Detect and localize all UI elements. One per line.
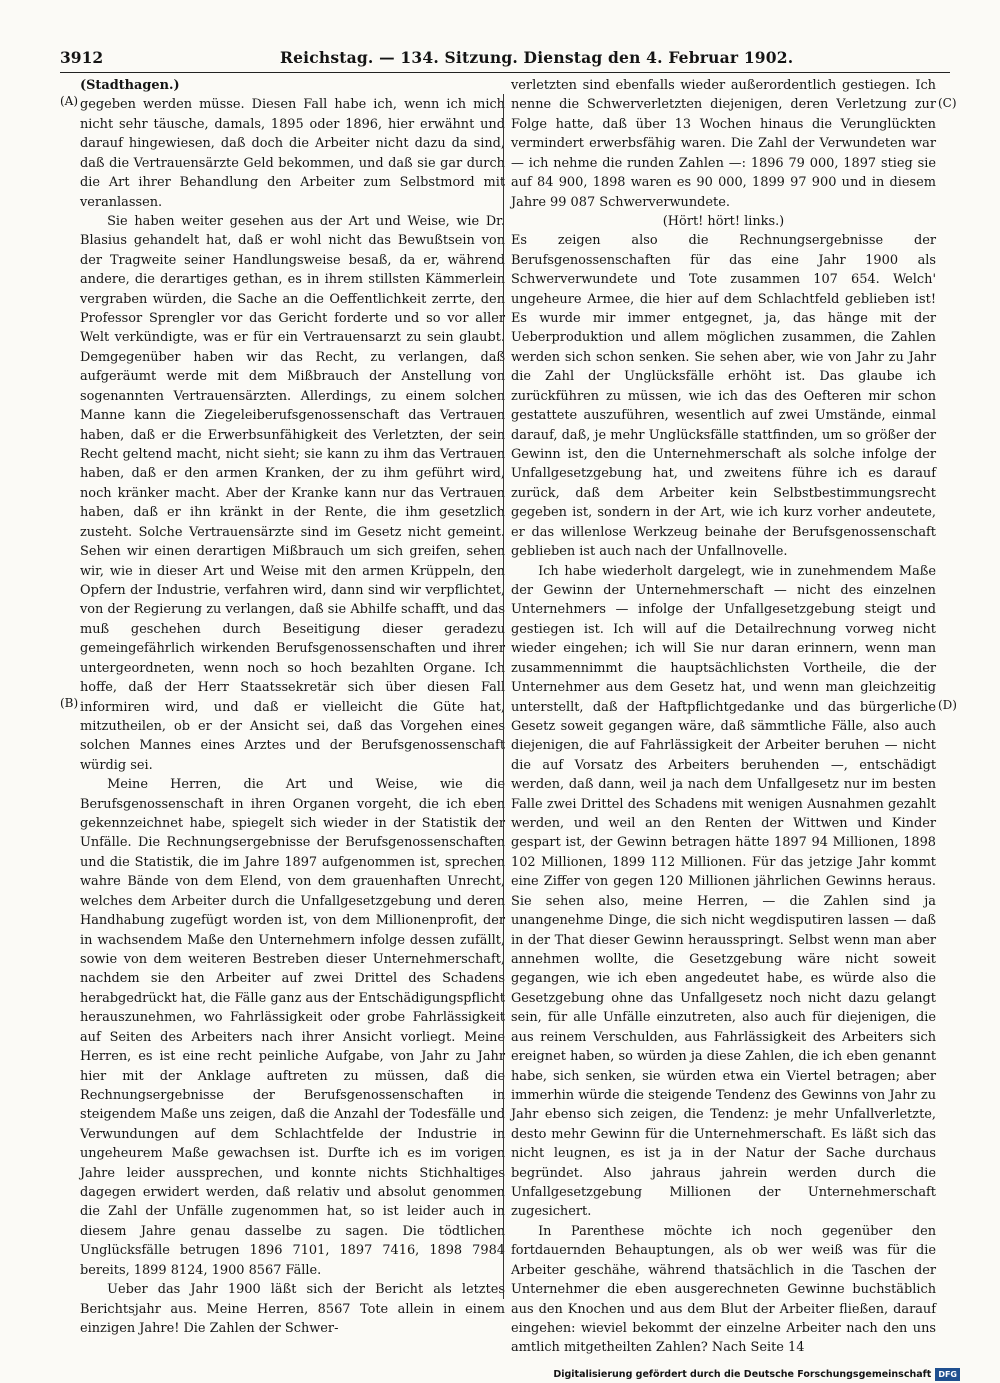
- left-paragraph-3: Meine Herren, die Art und Weise, wie die Berufsgenossenschaft in ihren Organen vorgeht, die ich eben gekennzeichnet habe, spiegelt sich wieder in der Statistik der Unfälle. Die Rechnungsergebnisse der Berufsgenossenschaften und die Statistik, die im Jahre 1897 aufgenommen ist, sprechen wahre Bände von dem Elend, von dem grauenhaften Unrecht, welches dem Arbeiter durch die Unfallgesetzgebung und deren Handhabung zugefügt worden ist, von dem Millionenprofit, der in wachsendem Maße den Unternehmern infolge dessen zufällt, sowie von dem weiteren Bestreben dieser Unternehmerschaft, nachdem sie den Arbeiter auf zwei Drittel des Schadens herabgedrückt hat, die Fälle ganz aus der Entschädigungspflicht herauszunehmen, wo Fahrlässigkeit oder grobe Fahrlässigkeit auf Seiten des Arbeiters nach ihrer Ansicht vorliegt. Meine Herren, es ist eine recht peinliche Aufgabe, von Jahr zu Jahr hier mit der Anklage auftreten zu müssen, daß die Rechnungsergebnisse der Berufsgenossenschaften in steigendem Maße uns zeigen, daß die Anzahl der Todesfälle und Verwundungen auf dem Schlachtfelde der Industrie in ungeheurem Maße gewachsen ist. Durfte ich es im vorigen Jahre leider aussprechen, und konnte nichts Stichhaltiges dagegen erwidert werden, daß relativ und absolut genommen die Zahl der Unfälle zugenommen hat, so ist leider auch in diesem Jahre genau dasselbe zu sagen. Die tödtlichen Unglücksfälle betrugen 1896 7101, 1897 7416, 1898 7984 bereits, 1899 8124, 1900 8567 Fälle.: [80, 777, 505, 1278]
- right-paragraph-1: verletzten sind ebenfalls wieder außerordentlich gestiegen. Ich nenne die Schwerverletzten diejenigen, deren Verletzung zur Folge hatte, daß über 13 Wochen hinaus die Verunglückten vermindert erwerbsfähig waren. Die Zahl der Verwundeten war — ich nehme die runden Zahlen —: 1896 79 000, 1897 stieg sie auf 84 900, 1898 waren es 90 000, 1899 97 900 und in diesem Jahre 99 087 Schwerverwundete.: [511, 78, 936, 210]
- running-title: Reichstag. — 134. Sitzung. Dienstag den 4. Februar 1902.: [280, 48, 794, 67]
- right-paragraph-4: In Parenthese möchte ich noch gegenüber den fortdauernden Behauptungen, als ob wer weiß was für die Arbeiter geschähe, während thatsächlich in die Taschen der Unternehmer die eben ausgerechneten Gewinne buchstäblich aus den Knochen und aus dem Blut der Arbeiter fließen, darauf eingehen: wieviel bekommt der einzelne Arbeiter nach den uns amtlich mitgetheilten Zahlen? Nach Seite 14: [511, 1223, 936, 1356]
- footer-text: Digitalisierung gefördert durch die Deutsche Forschungsgemeinschaft: [553, 1368, 932, 1380]
- left-paragraph-2: Sie haben weiter gesehen aus der Art und Weise, wie Dr. Blasius gehandelt hat, daß er wohl nicht das Bewußtsein von der Tragweite seiner Handlungsweise besaß, da er, während andere, die derartiges gethan, es in ihrem stillsten Kämmerlein vergraben würden, die Sache an die Oeffentlichkeit zerrte, den Professor Sprengler vor das Gericht forderte und so vor aller Welt verkündigte, was er für ein Vertrauensarzt zu sein glaubt. Demgegenüber haben wir das Recht, zu verlangen, daß aufgeräumt werde mit dem Mißbrauch der Anstellung von sogenannten Vertrauensärzten. Allerdings, zu einem solchen Manne kann die Ziegeleiberufsgenossenschaft das Vertrauen haben, daß er die Erwerbsunfähigkeit des Verletzten, der sein Recht geltend macht, nicht sieht; sie kann zu ihm das Vertrauen haben, daß er den armen Kranken, der zu ihm geführt wird, noch kränker macht. Aber der Kranke kann nur das Vertrauen haben, daß er ihn kränkt in der Rente, die ihm gesetzlich zusteht. Solche Vertrauensärzte sind im Gesetz nicht gemeint. Sehen wir einen derartigen Mißbrauch um sich greifen, sehen wir, wie in dieser Art und Weise mit den armen Krüppeln, den Opfern der Industrie, verfahren wird, dann sind wir verpflichtet, von der Regierung zu verlangen, daß sie Abhilfe schafft, und das muß geschehen durch Beseitigung dieser geradezu gemeingefährlich wirkenden Berufsgenossenschaften und ihrer untergeordneten, wenn noch so hoch bezahlten Organe. Ich hoffe, daß der Herr Staatssekretär sich über diesen Fall informiren wird, und daß er vielleicht die Güte hat, mitzutheilen, ob er der Ansicht sei, daß das Vorgehen eines solchen Mannes eines Arztes und der Berufsgenossenschaft würdig sei.: [80, 213, 505, 773]
- page-number: 3912: [60, 48, 104, 67]
- left-paragraph-1: gegeben werden müsse. Diesen Fall habe ich, wenn ich mich nicht sehr täusche, damals, 1895 oder 1896, hier erwähnt und darauf hingewiesen, daß doch die Arbeiter nicht dazu da sind, daß die Vertrauensärzte Geld bekommen, und daß sie gar durch die Art ihrer Behandlung den Arbeiter zum Selbstmord mit veranlassen.: [80, 97, 505, 210]
- dfg-logo: DFG: [935, 1368, 960, 1381]
- digitization-credit: [553, 1366, 960, 1382]
- speaker-name: (Stadthagen.): [80, 78, 180, 93]
- right-paragraph-2: Es zeigen also die Rechnungsergebnisse der Berufsgenossenschaften für das eine Jahr 1900 als Schwerverwundete und Tote zusammen 107 654. Welch' ungeheure Armee, die hier auf dem Schlachtfeld geblieben ist! Es wurde mir immer entgegnet, ja, das hänge mit der Ueberproduktion und allem möglichen zusammen, die Zahlen werden sich schon senken. Sie sehen aber, wie von Jahr zu Jahr die Zahl der Unglücksfälle erhöht ist. Das glaube ich zurückführen zu müssen, wie ich das des Oefteren mir schon gestattete auszuführen, wesentlich auf zwei Umstände, einmal darauf, daß, je mehr Unglücksfälle stattfinden, um so größer der Gewinn ist, den die Unternehmerschaft als solche infolge der Unfallgesetzgebung hat, und zweitens führe ich es darauf zurück, daß dem Arbeiter kein Selbstbestimmungsrecht gegeben ist, sondern in der Art, wie ich kurz vorher andeutete, er das willenlose Werkzeug beinahe der Berufsgenossenschaft geblieben ist auch nach der Unfallnovelle.: [511, 233, 936, 560]
- interjection: (Hört! hört! links.): [662, 213, 785, 229]
- margin-marker-a: (A): [60, 94, 79, 108]
- left-column: [80, 76, 505, 1336]
- margin-marker-d: (D): [938, 698, 957, 712]
- margin-marker-b: (B): [60, 696, 79, 710]
- margin-marker-c: (C): [938, 96, 957, 110]
- left-paragraph-4: Ueber das Jahr 1900 läßt sich der Bericht als letztes Berichtsjahr aus. Meine Herren, 8567 Tote allein in einem einzigen Jahre! Die Zahlen der Schwer-: [80, 1282, 505, 1336]
- right-column: [511, 76, 936, 1356]
- running-header: [60, 46, 950, 73]
- right-paragraph-3: Ich habe wiederholt dargelegt, wie in zunehmendem Maße der Gewinn der Unternehmerschaft — nicht des einzelnen Unternehmers — infolge der Unfallgesetzgebung steigt und gestiegen ist. Ich will auf die Detailrechnung vorweg nicht wieder eingehen; ich will Sie nur daran erinnern, wenn man zusammennimmt die hauptsächlichsten Vortheile, die der Unternehmer aus dem Gesetz hat, und wenn man gleichzeitig unterstellt, daß der Haftpflichtgedanke und das bürgerliche Gesetz soweit gegangen wäre, daß sämmtliche Fälle, also auch diejenigen, die auf Fahrlässigkeit der Arbeiter beruhen — nicht die auf Vorsatz des Arbeiters beruhenden —, entschädigt werden, daß dann, weil ja nach dem Unfallgesetz nur im besten Falle zwei Drittel des Schadens mit wenigen Ausnahmen gezahlt werden, und weil an den Renten der Wittwen und Kinder gespart ist, der Gewinn betragen hätte 1897 94 Millionen, 1898 102 Millionen, 1899 112 Millionen. Für das jetzige Jahr kommt eine Ziffer von gegen 120 Millionen jährlichen Gewinns heraus. Sie sehen also, meine Herren, — die Zahlen sind ja unangenehme Dinge, die sich nicht wegdisputiren lassen — daß in der That dieser Gewinn herausspringt. Selbst wenn man aber annehmen wollte, die Gesetzgebung wäre nicht soweit gegangen, wie ich eben angedeutet habe, es würde also die Gesetzgebung ohne das Unfallgesetz noch nicht dazu gelangt sein, für alle Unfälle einzutreten, also auch für diejenigen, die aus reinem Verschulden, aus Fahrlässigkeit des Arbeiters sich ereignet haben, so würden ja diese Zahlen, die ich eben genannt habe, sich senken, sie würden etwa ein Viertel betragen; aber immerhin würde die steigende Tendenz des Gewinns von Jahr zu Jahr ebenso sich zeigen, die Tendenz: je mehr Unfallverletzte, desto mehr Gewinn für die Unternehmerschaft. Es läßt sich das nicht leugnen, es ist ja in der Natur der Sache durchaus begründet. Also jahraus jahrein werden durch die Unfallgesetzgebung Millionen der Unternehmerschaft zugesichert.: [511, 563, 936, 1220]
- column-divider: [503, 94, 504, 1299]
